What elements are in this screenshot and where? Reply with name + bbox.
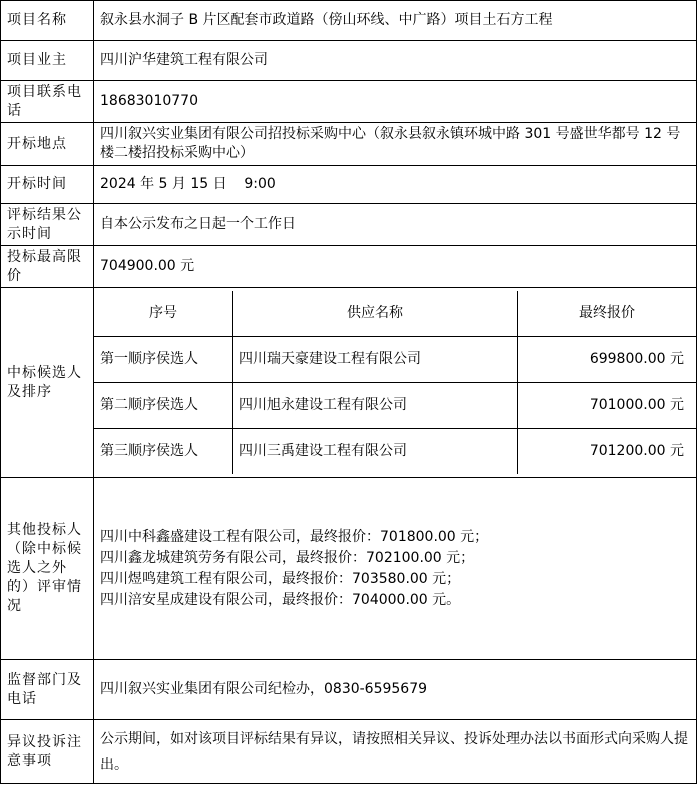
- value-phone: 18683010770: [94, 81, 697, 123]
- row-location: [1, 123, 697, 166]
- row-others: [1, 478, 697, 660]
- candidate-row-3: [94, 429, 696, 475]
- value-time: 2024 年 5 月 15 日 9:00: [94, 166, 697, 204]
- label-candidates: 中标候选人及排序: [1, 288, 94, 478]
- value-publicity: 自本公示发布之日起一个工作日: [94, 204, 697, 246]
- value-max-price: 704900.00 元: [94, 246, 697, 288]
- row-phone: [1, 81, 697, 123]
- candidates-cell: [94, 288, 697, 478]
- candidate-2-price: 701000.00 元: [518, 383, 697, 429]
- value-objection: 公示期间，如对该项目评标结果有异议，请按照相关异议、投诉处理办法以书面形式向采购人提出。: [94, 720, 697, 784]
- header-price: 最终报价: [518, 291, 697, 337]
- row-candidates: [1, 288, 697, 478]
- candidate-2-supplier: 四川旭永建设工程有限公司: [233, 383, 518, 429]
- label-owner: 项目业主: [1, 41, 94, 81]
- other-bidder-4: 四川涪安星成建设有限公司，最终报价：704000.00 元。: [100, 591, 461, 608]
- label-time: 开标时间: [1, 166, 94, 204]
- row-time: [1, 166, 697, 204]
- candidate-1-rank: 第一顺序侯选人: [94, 337, 233, 383]
- value-location: 四川叙兴实业集团有限公司招投标采购中心（叙永县叙永镇环城中路 301 号盛世华都号 12 号楼二楼招投标采购中心）: [94, 123, 697, 166]
- candidate-1-supplier: 四川瑞天豪建设工程有限公司: [233, 337, 518, 383]
- candidate-3-supplier: 四川三禹建设工程有限公司: [233, 429, 518, 475]
- header-rank: 序号: [94, 291, 233, 337]
- header-supplier: 供应名称: [233, 291, 518, 337]
- candidate-3-rank: 第三顺序侯选人: [94, 429, 233, 475]
- label-project-name: 项目名称: [1, 1, 94, 41]
- row-max-price: [1, 246, 697, 288]
- label-others: 其他投标人（除中标候选人之外的）评审情况: [1, 478, 94, 660]
- candidate-1-price: 699800.00 元: [518, 337, 697, 383]
- label-objection: 异议投诉注意事项: [1, 720, 94, 784]
- other-bidder-2: 四川鑫龙城建筑劳务有限公司，最终报价：702100.00 元；: [100, 549, 475, 566]
- label-max-price: 投标最高限价: [1, 246, 94, 288]
- value-supervision: 四川叙兴实业集团有限公司纪检办，0830-6595679: [94, 660, 697, 720]
- candidates-table: [94, 291, 696, 474]
- row-project-name: [1, 1, 697, 41]
- value-owner: 四川沪华建筑工程有限公司: [94, 41, 697, 81]
- candidate-3-price: 701200.00 元: [518, 429, 697, 475]
- candidate-2-rank: 第二顺序侯选人: [94, 383, 233, 429]
- other-bidder-3: 四川煜鸣建筑工程有限公司，最终报价：703580.00 元；: [100, 570, 461, 587]
- row-owner: [1, 41, 697, 81]
- row-supervision: [1, 660, 697, 720]
- others-cell: [94, 478, 697, 660]
- candidates-header-row: [94, 291, 696, 337]
- row-publicity: [1, 204, 697, 246]
- candidate-row-2: [94, 383, 696, 429]
- label-location: 开标地点: [1, 123, 94, 166]
- value-project-name: 叙永县水洞子 B 片区配套市政道路（傍山环线、中广路）项目土石方工程: [94, 1, 697, 41]
- label-publicity: 评标结果公示时间: [1, 204, 94, 246]
- row-objection: [1, 720, 697, 784]
- label-phone: 项目联系电话: [1, 81, 94, 123]
- label-supervision: 监督部门及电话: [1, 660, 94, 720]
- candidate-row-1: [94, 337, 696, 383]
- other-bidder-1: 四川中科鑫盛建设工程有限公司，最终报价：701800.00 元；: [100, 528, 489, 545]
